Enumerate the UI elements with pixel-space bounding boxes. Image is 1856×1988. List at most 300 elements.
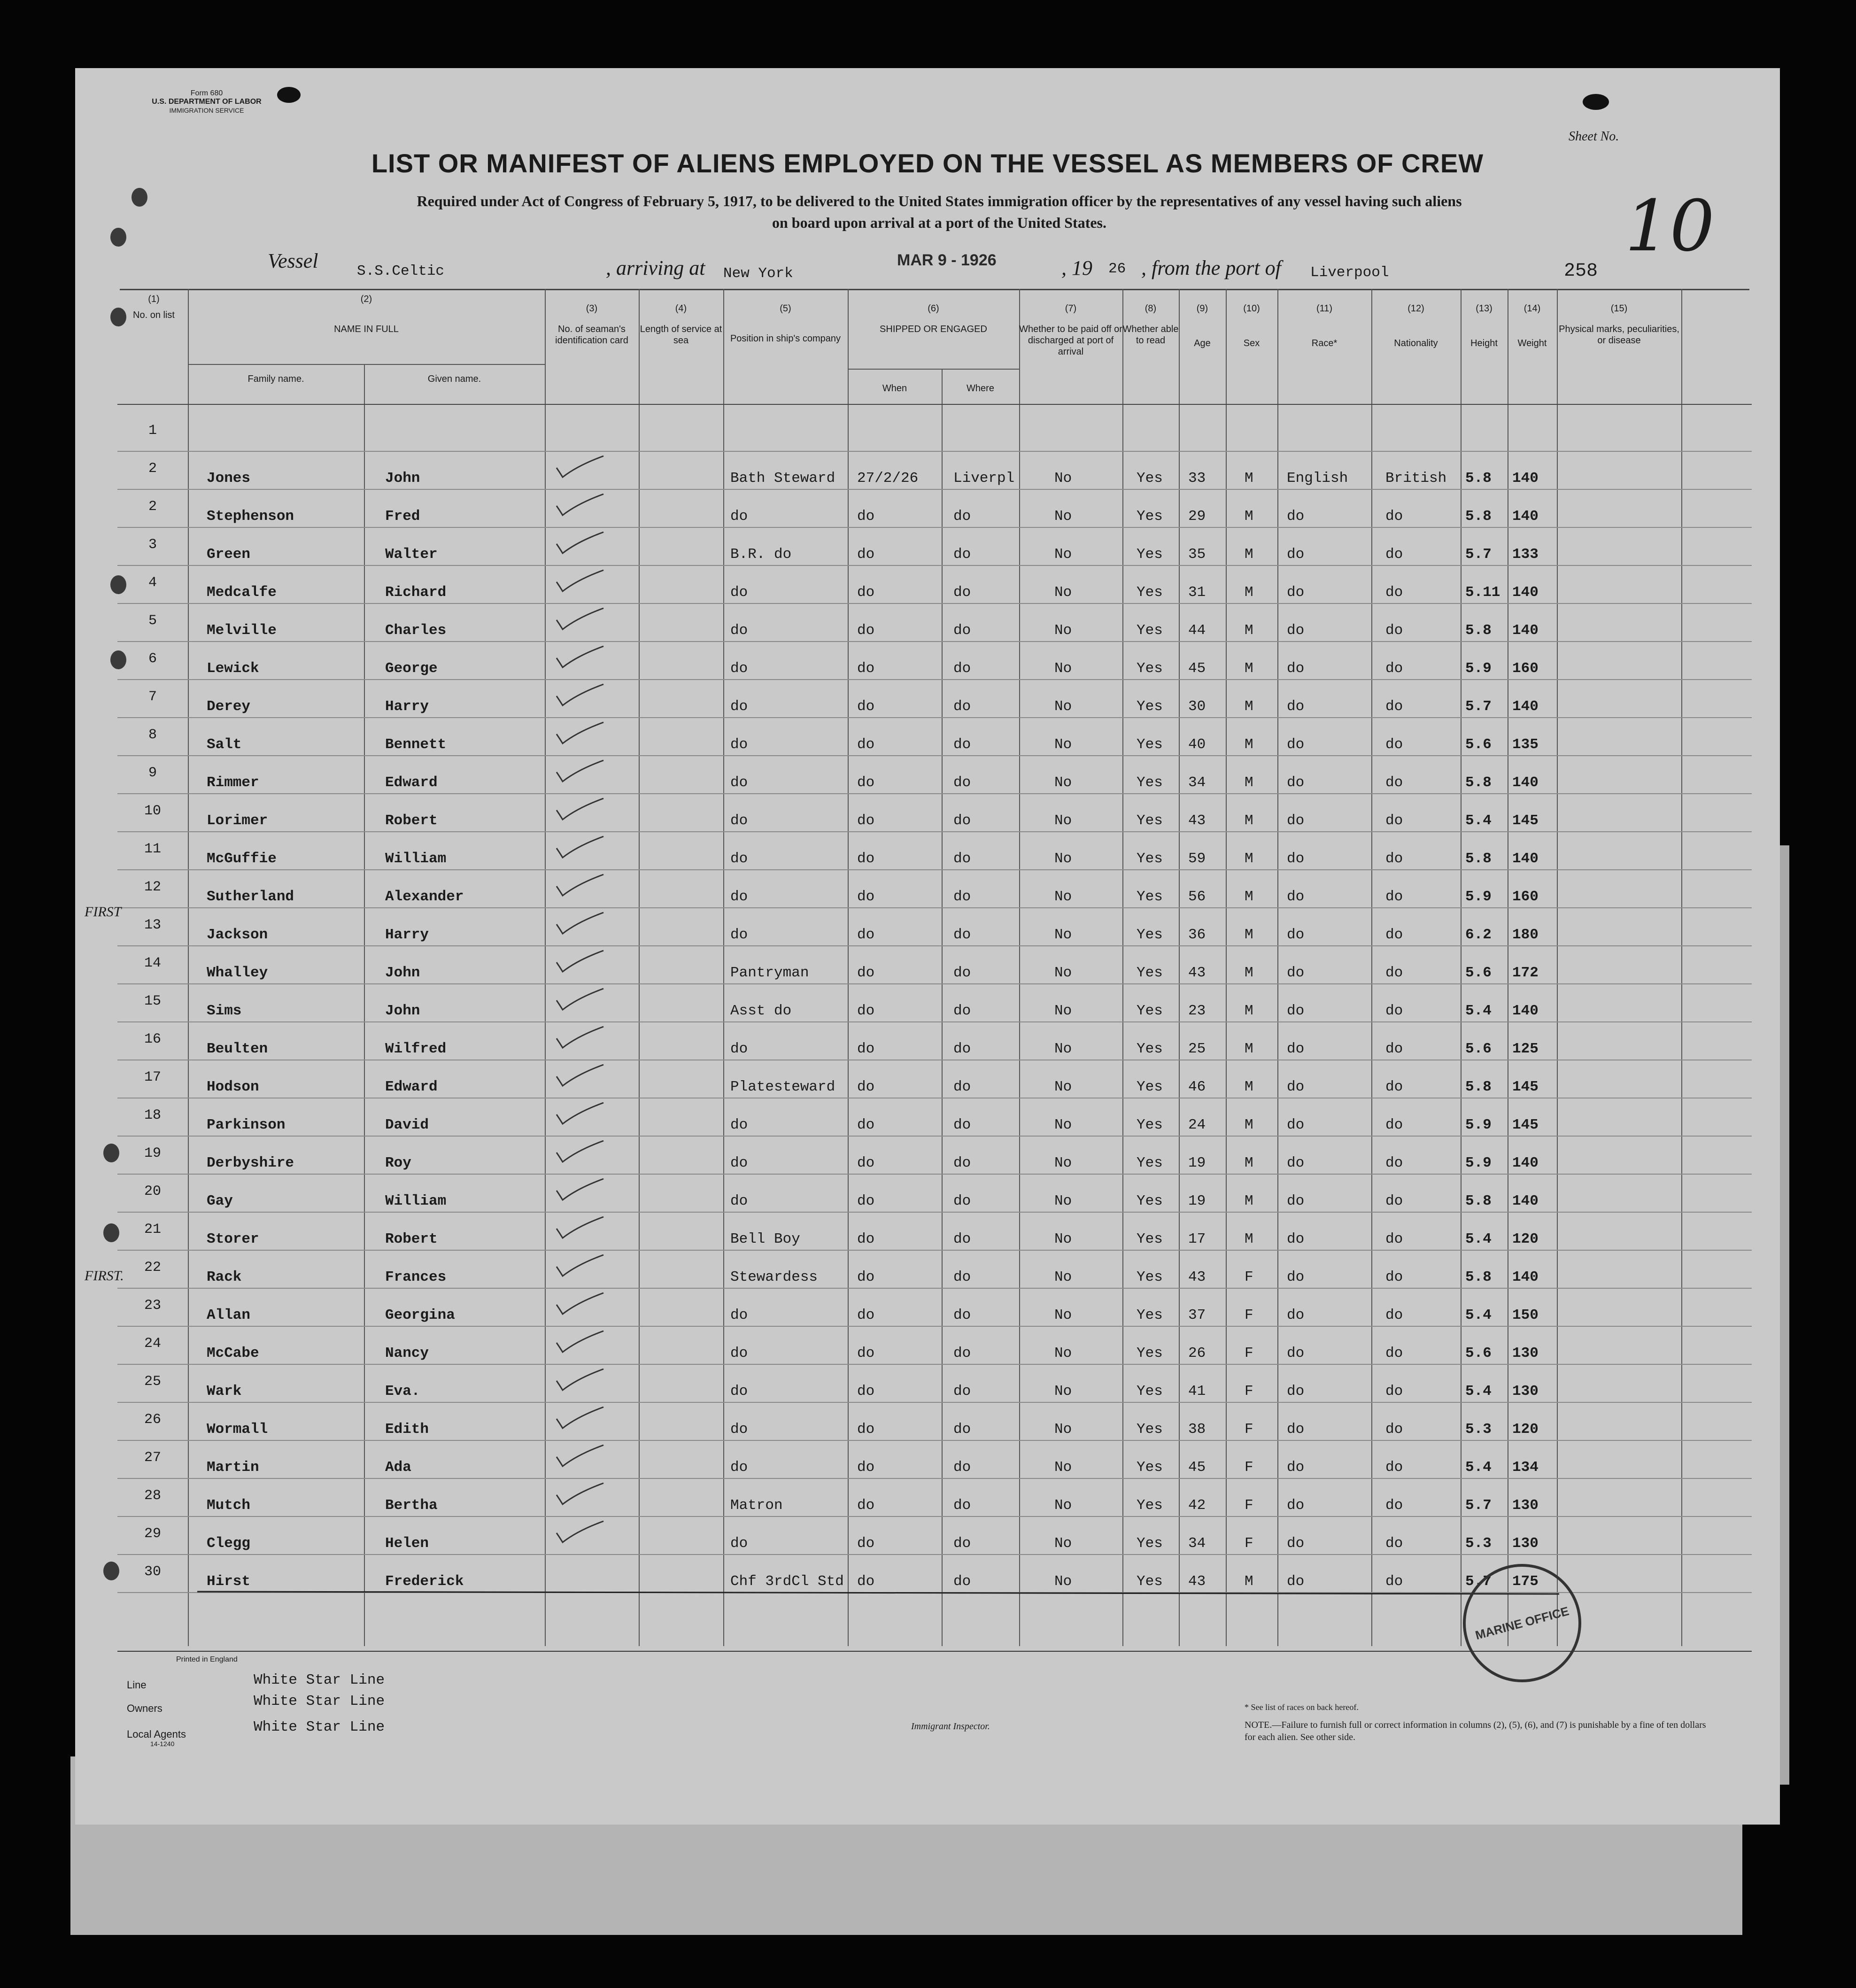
cell-read: Yes [1137, 584, 1163, 601]
cell-family: Sims [207, 1003, 242, 1019]
cell-when: do [857, 774, 875, 791]
cell-nationality: do [1385, 1535, 1403, 1552]
cell-where: do [953, 1231, 971, 1247]
cell-sex: M [1245, 1117, 1253, 1133]
cell-age: 56 [1188, 889, 1206, 905]
cell-nationality: do [1385, 851, 1403, 867]
cell-nationality: do [1385, 927, 1403, 943]
cell-paid: No [1054, 622, 1072, 639]
row-rule [117, 1250, 1752, 1251]
cell-when: do [857, 1155, 875, 1171]
cell-given: Ada [385, 1459, 411, 1476]
punch-hole [103, 1223, 119, 1242]
cell-position: do [730, 927, 748, 943]
row-number: 28 [144, 1488, 161, 1504]
checkmark-icon [554, 530, 606, 558]
row-number: 5 [148, 613, 157, 629]
cell-age: 41 [1188, 1383, 1206, 1400]
cell-age: 45 [1188, 1459, 1206, 1476]
cell-where: do [953, 851, 971, 867]
cell-family: Mutch [207, 1497, 251, 1514]
cell-family: Martin [207, 1459, 259, 1476]
cell-height: 5.4 [1465, 1003, 1492, 1019]
cell-family: Gay [207, 1193, 233, 1209]
list-number: 258 [1564, 261, 1598, 282]
cell-paid: No [1054, 965, 1072, 981]
departure-port: Liverpool [1310, 264, 1389, 281]
cell-weight: 160 [1512, 889, 1539, 905]
cell-where: do [953, 698, 971, 715]
cell-when: do [857, 1383, 875, 1400]
cell-weight: 140 [1512, 774, 1539, 791]
cell-weight: 120 [1512, 1231, 1539, 1247]
cell-read: Yes [1137, 1497, 1163, 1514]
cell-nationality: do [1385, 1193, 1403, 1209]
cell-read: Yes [1137, 927, 1163, 943]
races-note: * See list of races on back hereof. [1245, 1702, 1359, 1712]
cell-given: George [385, 660, 438, 677]
cell-when: do [857, 851, 875, 867]
cell-sex: M [1245, 889, 1253, 905]
col-weight-header: (14) Weight [1517, 303, 1547, 348]
cell-height: 5.9 [1465, 1117, 1492, 1133]
cell-paid: No [1054, 927, 1072, 943]
row-number: 26 [144, 1412, 161, 1428]
checkmark-icon [554, 1062, 606, 1091]
checkmark-icon [554, 1443, 606, 1471]
cell-nationality: do [1385, 546, 1403, 563]
col-height-header: (13) Height [1470, 303, 1498, 348]
cell-age: 30 [1188, 698, 1206, 715]
owners-value: White Star Line [254, 1693, 385, 1710]
row-rule [117, 1554, 1752, 1555]
cell-read: Yes [1137, 1573, 1163, 1590]
cell-nationality: do [1385, 1345, 1403, 1361]
col-sex-header: (10) Sex [1243, 303, 1260, 348]
agents-code: 14-1240 [150, 1740, 175, 1748]
col-read-header: (8) Whether able to read [1122, 303, 1179, 346]
checkmark-icon [554, 1481, 606, 1509]
cell-position: do [730, 1193, 748, 1209]
row-rule [117, 1174, 1752, 1175]
cell-race: do [1287, 1573, 1305, 1590]
cell-read: Yes [1137, 1269, 1163, 1285]
cell-family: Wormall [207, 1421, 268, 1438]
cell-race: do [1287, 889, 1305, 905]
cell-sex: M [1245, 508, 1253, 525]
cell-given: Frederick [385, 1573, 464, 1590]
punch-hole [131, 188, 147, 207]
cell-where: do [953, 1003, 971, 1019]
cell-where: do [953, 1459, 971, 1476]
checkmark-icon [554, 606, 606, 634]
cell-when: do [857, 1231, 875, 1247]
row-number: 27 [144, 1450, 161, 1466]
row-rule [117, 1440, 1752, 1441]
cell-when: do [857, 546, 875, 563]
cell-nationality: do [1385, 1003, 1403, 1019]
cell-weight: 145 [1512, 1117, 1539, 1133]
row-rule [117, 1364, 1752, 1365]
cell-sex: F [1245, 1345, 1253, 1361]
cell-when: do [857, 965, 875, 981]
cell-position: Asst do [730, 1003, 792, 1019]
cell-read: Yes [1137, 1193, 1163, 1209]
cell-nationality: do [1385, 622, 1403, 639]
cell-race: do [1287, 1041, 1305, 1057]
cell-family: McGuffie [207, 851, 277, 867]
cell-sex: M [1245, 736, 1253, 753]
punch-hole [103, 1562, 119, 1580]
cell-nationality: do [1385, 774, 1403, 791]
cell-when: do [857, 1193, 875, 1209]
cell-weight: 140 [1512, 1193, 1539, 1209]
row-number: 14 [144, 955, 161, 971]
cell-paid: No [1054, 1041, 1072, 1057]
cell-sex: M [1245, 622, 1253, 639]
cell-weight: 130 [1512, 1497, 1539, 1514]
cell-given: Harry [385, 927, 429, 943]
checkmark-icon [554, 492, 606, 520]
row-number: 24 [144, 1336, 161, 1352]
from-label: , from the port of [1141, 256, 1281, 279]
row-number: 6 [148, 651, 157, 667]
cell-given: Nancy [385, 1345, 429, 1361]
form-title: LIST OR MANIFEST OF ALIENS EMPLOYED ON THE VESSEL AS MEMBERS OF CREW [371, 148, 1484, 178]
ink-blot [1583, 94, 1609, 110]
cell-where: do [953, 736, 971, 753]
cell-race: do [1287, 1003, 1305, 1019]
cell-race: do [1287, 812, 1305, 829]
cell-position: do [730, 1155, 748, 1171]
cell-when: do [857, 812, 875, 829]
row-number: 21 [144, 1222, 161, 1238]
cell-age: 23 [1188, 1003, 1206, 1019]
cell-weight: 140 [1512, 470, 1539, 487]
cell-given: Frances [385, 1269, 447, 1285]
cell-age: 44 [1188, 622, 1206, 639]
cell-height: 5.8 [1465, 470, 1492, 487]
cell-paid: No [1054, 1497, 1072, 1514]
cell-age: 43 [1188, 965, 1206, 981]
col-when-header: When [882, 383, 907, 394]
cell-position: do [730, 1535, 748, 1552]
row-number: 17 [144, 1069, 161, 1085]
cell-age: 26 [1188, 1345, 1206, 1361]
cell-nationality: do [1385, 1307, 1403, 1323]
cell-where: do [953, 584, 971, 601]
cell-race: do [1287, 1497, 1305, 1514]
row-number: 4 [148, 575, 157, 591]
cell-paid: No [1054, 1383, 1072, 1400]
checkmark-icon [554, 1253, 606, 1281]
cell-where: do [953, 1345, 971, 1361]
cell-paid: No [1054, 1003, 1072, 1019]
cell-race: do [1287, 1345, 1305, 1361]
cell-given: Georgina [385, 1307, 455, 1323]
cell-read: Yes [1137, 1041, 1163, 1057]
row-number: 15 [144, 993, 161, 1009]
cell-age: 35 [1188, 546, 1206, 563]
col-race-header: (11) Race* [1311, 303, 1338, 348]
col-age-header: (9) Age [1194, 303, 1211, 348]
col-idcard-header: (3) No. of seaman's identification card [555, 303, 628, 346]
cell-race: do [1287, 1155, 1305, 1171]
cell-race: do [1287, 1193, 1305, 1209]
cell-sex: M [1245, 774, 1253, 791]
cell-age: 34 [1188, 1535, 1206, 1552]
cell-height: 5.8 [1465, 774, 1492, 791]
cell-height: 5.9 [1465, 1155, 1492, 1171]
cell-height: 5.4 [1465, 1383, 1492, 1400]
cell-when: do [857, 736, 875, 753]
cell-height: 5.3 [1465, 1535, 1492, 1552]
cell-family: Derey [207, 698, 251, 715]
row-number: 3 [148, 537, 157, 553]
cell-paid: No [1054, 774, 1072, 791]
cell-position: do [730, 1383, 748, 1400]
cell-position: Chf 3rdCl Std [730, 1573, 844, 1590]
cell-when: do [857, 1117, 875, 1133]
row-rule [117, 1136, 1752, 1137]
cell-given: Alexander [385, 889, 464, 905]
cell-read: Yes [1137, 851, 1163, 867]
punch-hole [110, 228, 126, 247]
checkmark-icon [554, 758, 606, 786]
cell-when: do [857, 1345, 875, 1361]
cell-position: Bath Steward [730, 470, 835, 487]
cell-nationality: do [1385, 812, 1403, 829]
margin-note-first: FIRST. [85, 1268, 124, 1284]
form-subtitle: Required under Act of Congress of February 5, 1917, to be delivered to the United States immigration officer by the representatives of any vessel having such aliens on board upon arrival at a port of the United States. [417, 193, 1462, 231]
cell-sex: M [1245, 584, 1253, 601]
row-rule [117, 907, 1752, 908]
cell-position: do [730, 698, 748, 715]
checkmark-icon [554, 834, 606, 862]
cell-sex: F [1245, 1421, 1253, 1438]
cell-age: 24 [1188, 1117, 1206, 1133]
cell-read: Yes [1137, 1535, 1163, 1552]
row-number: 20 [144, 1184, 161, 1199]
cell-family: Lewick [207, 660, 259, 677]
cell-race: do [1287, 1535, 1305, 1552]
col-paidoff-header: (7) Whether to be paid off or discharged at port of arrival [1019, 303, 1122, 357]
cell-position: do [730, 812, 748, 829]
cell-race: do [1287, 1383, 1305, 1400]
cell-paid: No [1054, 1231, 1072, 1247]
cell-weight: 172 [1512, 965, 1539, 981]
cell-sex: M [1245, 1155, 1253, 1171]
cell-when: do [857, 889, 875, 905]
row-rule [117, 603, 1752, 604]
checkmark-icon [554, 986, 606, 1014]
cell-given: David [385, 1117, 429, 1133]
cell-age: 43 [1188, 812, 1206, 829]
cell-weight: 180 [1512, 927, 1539, 943]
cell-read: Yes [1137, 1003, 1163, 1019]
cell-when: do [857, 584, 875, 601]
cell-family: Stephenson [207, 508, 294, 525]
cell-where: do [953, 889, 971, 905]
col-family-header: Family name. [247, 374, 304, 384]
cell-where: do [953, 1307, 971, 1323]
row-number: 2 [148, 461, 157, 477]
cell-position: do [730, 1459, 748, 1476]
cell-family: Sutherland [207, 889, 294, 905]
cell-sex: M [1245, 1041, 1253, 1057]
cell-weight: 125 [1512, 1041, 1539, 1057]
cell-read: Yes [1137, 508, 1163, 525]
cell-where: do [953, 1535, 971, 1552]
cell-family: McCabe [207, 1345, 259, 1361]
cell-race: do [1287, 1117, 1305, 1133]
cell-age: 45 [1188, 660, 1206, 677]
cell-where: do [953, 965, 971, 981]
cell-sex: M [1245, 812, 1253, 829]
cell-paid: No [1054, 1307, 1072, 1323]
cell-weight: 135 [1512, 736, 1539, 753]
cell-family: Storer [207, 1231, 259, 1247]
cell-weight: 140 [1512, 1003, 1539, 1019]
cell-height: 5.11 [1465, 584, 1500, 601]
cell-weight: 133 [1512, 546, 1539, 563]
cell-family: Whalley [207, 965, 268, 981]
cell-when: 27/2/26 [857, 470, 919, 487]
checkmark-icon [554, 1100, 606, 1129]
cell-when: do [857, 622, 875, 639]
cell-age: 34 [1188, 774, 1206, 791]
cell-race: do [1287, 774, 1305, 791]
checkmark-icon [554, 1519, 606, 1547]
sheet-label: Sheet No. [1569, 129, 1619, 144]
cell-where: do [953, 1079, 971, 1095]
cell-family: Jones [207, 470, 251, 487]
cell-sex: M [1245, 1079, 1253, 1095]
cell-weight: 140 [1512, 508, 1539, 525]
cell-nationality: do [1385, 1155, 1403, 1171]
checkmark-icon [554, 1138, 606, 1167]
cell-read: Yes [1137, 1155, 1163, 1171]
row-rule [117, 1478, 1752, 1479]
cell-sex: M [1245, 1231, 1253, 1247]
cell-read: Yes [1137, 698, 1163, 715]
cell-sex: M [1245, 1573, 1253, 1590]
checkmark-icon [554, 1291, 606, 1319]
checkmark-icon [554, 796, 606, 824]
col-where-header: Where [967, 383, 994, 394]
line-value: White Star Line [254, 1672, 385, 1688]
row-rule [117, 527, 1752, 528]
cell-height: 5.4 [1465, 1307, 1492, 1323]
cell-race: do [1287, 1459, 1305, 1476]
cell-sex: F [1245, 1497, 1253, 1514]
cell-where: do [953, 546, 971, 563]
cell-when: do [857, 660, 875, 677]
year-value: 26 [1108, 261, 1126, 277]
cell-given: Harry [385, 698, 429, 715]
line-label: Line [127, 1679, 147, 1691]
cell-race: do [1287, 584, 1305, 601]
cell-position: do [730, 1421, 748, 1438]
row-number: 11 [144, 841, 161, 857]
cell-when: do [857, 1573, 875, 1590]
cell-paid: No [1054, 508, 1072, 525]
cell-sex: M [1245, 1003, 1253, 1019]
marine-office-stamp: MARINE OFFICE [1450, 1551, 1595, 1696]
cell-age: 25 [1188, 1041, 1206, 1057]
cell-race: do [1287, 736, 1305, 753]
cell-age: 42 [1188, 1497, 1206, 1514]
cell-sex: M [1245, 546, 1253, 563]
checkmark-icon [554, 644, 606, 672]
cell-age: 37 [1188, 1307, 1206, 1323]
cell-given: Edith [385, 1421, 429, 1438]
row-number: 2 [148, 499, 157, 515]
cell-when: do [857, 1003, 875, 1019]
cell-sex: M [1245, 698, 1253, 715]
cell-race: do [1287, 546, 1305, 563]
checkmark-icon [554, 1214, 606, 1243]
cell-weight: 130 [1512, 1383, 1539, 1400]
cell-position: Matron [730, 1497, 783, 1514]
arriving-label: , arriving at [606, 256, 705, 279]
cell-weight: 140 [1512, 584, 1539, 601]
cell-age: 36 [1188, 927, 1206, 943]
cell-paid: No [1054, 584, 1072, 601]
cell-paid: No [1054, 736, 1072, 753]
col-no-header: (1) No. on list [133, 294, 175, 320]
cell-age: 31 [1188, 584, 1206, 601]
cell-weight: 120 [1512, 1421, 1539, 1438]
cell-race: do [1287, 1269, 1305, 1285]
cell-nationality: do [1385, 965, 1403, 981]
cell-age: 38 [1188, 1421, 1206, 1438]
row-rule [117, 717, 1752, 718]
checkmark-icon [554, 454, 606, 482]
cell-height: 6.2 [1465, 927, 1492, 943]
cell-read: Yes [1137, 1345, 1163, 1361]
cell-where: do [953, 927, 971, 943]
cell-given: Walter [385, 546, 438, 563]
cell-height: 5.8 [1465, 1193, 1492, 1209]
cell-age: 17 [1188, 1231, 1206, 1247]
checkmark-icon [554, 948, 606, 976]
cell-paid: No [1054, 660, 1072, 677]
cell-given: Richard [385, 584, 447, 601]
cell-height: 5.8 [1465, 851, 1492, 867]
cell-family: Wark [207, 1383, 242, 1400]
punch-hole [103, 1144, 119, 1162]
cell-when: do [857, 1307, 875, 1323]
cell-read: Yes [1137, 965, 1163, 981]
row-rule [117, 983, 1752, 984]
cell-nationality: British [1385, 470, 1447, 487]
cell-height: 5.7 [1465, 698, 1492, 715]
cell-nationality: do [1385, 1573, 1403, 1590]
cell-family: Lorimer [207, 812, 268, 829]
cell-where: do [953, 1155, 971, 1171]
cell-weight: 140 [1512, 851, 1539, 867]
cell-race: do [1287, 698, 1305, 715]
checkmark-icon [554, 1329, 606, 1357]
row-rule [117, 1288, 1752, 1289]
cell-position: do [730, 1117, 748, 1133]
cell-where: do [953, 660, 971, 677]
cell-given: Wilfred [385, 1041, 447, 1057]
row-rule [117, 869, 1752, 870]
row-number: 25 [144, 1374, 161, 1390]
cell-nationality: do [1385, 1079, 1403, 1095]
